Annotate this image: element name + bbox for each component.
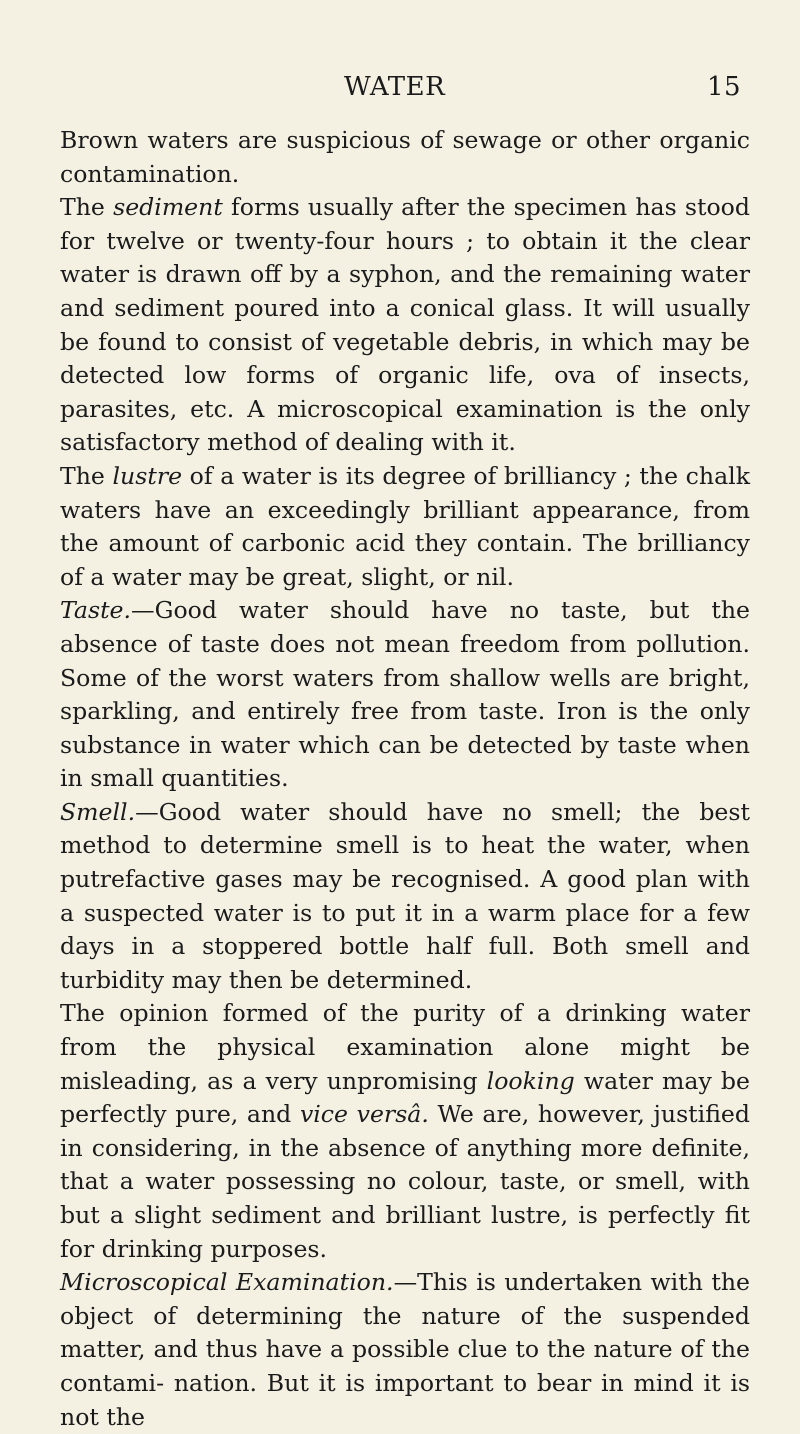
italic-term-sediment: sediment xyxy=(113,193,223,222)
italic-heading-smell: Smell. xyxy=(60,797,136,826)
paragraph-text: The xyxy=(60,461,113,490)
paragraph-lustre xyxy=(60,460,750,594)
italic-term-looking: looking xyxy=(486,1066,575,1095)
paragraph-microscopical xyxy=(60,1266,750,1434)
paragraph-text: The opinion formed of the purity of a drinking water from the physical examination alone might be misleading, as a very unpromising xyxy=(60,999,750,1095)
paragraph-text: We are, however, justified in considering, in the absence of anything more definite, that a water possessing no colour, taste, or smell, with but a slight sediment and brilliant lustre, is perfectly fit for drinking purposes. xyxy=(60,1100,751,1263)
body-text xyxy=(60,124,750,1434)
italic-heading-microscopical-examination: Microscopical Examination. xyxy=(60,1268,394,1297)
running-title: WATER xyxy=(344,72,446,102)
paragraph-opinion xyxy=(60,997,750,1266)
paragraph-text: of a water is its degree of brilliancy ; the chalk waters have an exceedingly brilliant appearance, from the amount of carbonic acid they contain. The brilliancy of a water may be great, slight, or nil. xyxy=(60,461,750,591)
italic-heading-taste: Taste. xyxy=(60,596,132,625)
paragraph-brown-waters xyxy=(60,124,750,191)
paragraph-text: —This is undertaken with the object of determining the nature of the suspended matter, and thus have a possible clue to the nature of the contami- nation. But it is important to bear in mind it is not the xyxy=(60,1268,750,1431)
paragraph-text: The xyxy=(60,193,114,222)
paragraph-text: water may be perfectly pure, and xyxy=(60,1066,750,1129)
paragraph-taste xyxy=(60,594,750,796)
running-header xyxy=(0,72,800,112)
page-number: 15 xyxy=(707,72,742,102)
paragraph-sediment xyxy=(60,191,750,460)
paragraph-text: —Good water should have no taste, but the absence of taste does not mean freedom from pollution. Some of the worst waters from shallow wells are bright, sparkling, and entirely free from taste. Iron is the only substance in water which can be detected by taste when in small quantities. xyxy=(60,596,750,793)
paragraph-text: —Good water should have no smell; the best method to determine smell is to heat the water, when putrefactive gases may be recognised. A good plan with a suspected water is to put it in a warm place for a few days in a stoppered bottle half full. Both smell and turbidity may then be determined. xyxy=(60,797,750,994)
paragraph-text: forms usually after the specimen has stood for twelve or twenty-four hours ; to obtain it the clear water is drawn off by a syphon, and the remaining water and sediment poured into a conical glass. It will usually be found to consist of vegetable debris, in which may be detected low forms of organic life, ova of insects, parasites, etc. A microscopical examination is the only satisfactory method of dealing with it. xyxy=(60,193,750,457)
paragraph-text: Brown waters are suspicious of sewage or other organic contamination. xyxy=(60,126,750,188)
italic-term-vice-versa: vice versâ. xyxy=(299,1100,429,1129)
italic-term-lustre: lustre xyxy=(112,461,183,490)
paragraph-smell xyxy=(60,796,750,998)
